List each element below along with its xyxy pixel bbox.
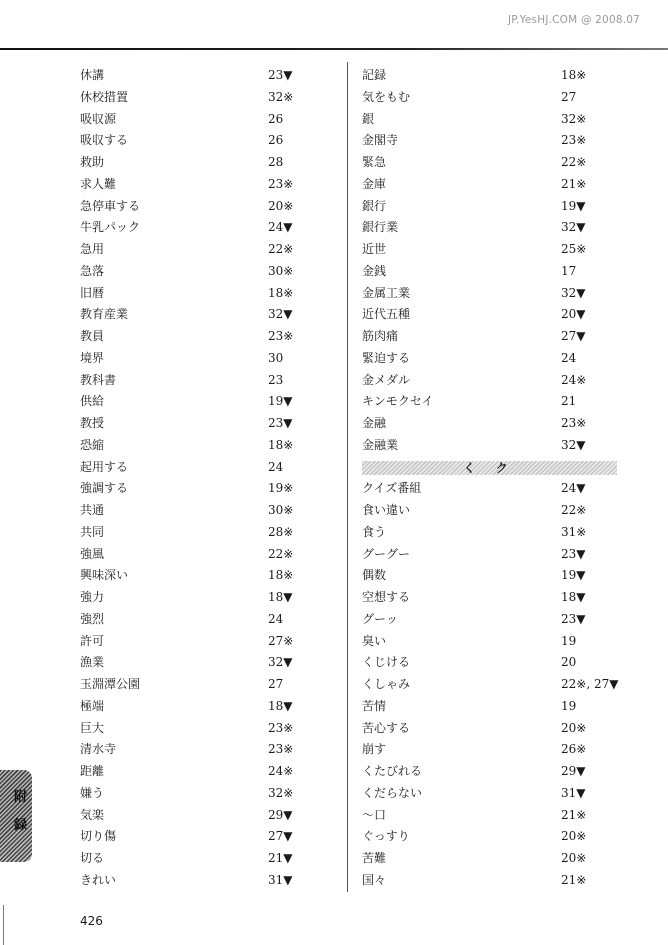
index-entry xyxy=(362,109,662,131)
entry-word: 銀行 xyxy=(362,198,387,213)
index-entry xyxy=(80,217,340,239)
entry-word: 切る xyxy=(80,851,105,865)
index-entry xyxy=(362,500,662,522)
entry-word: 急停車する xyxy=(80,198,141,213)
index-entry xyxy=(80,109,340,131)
entry-reference: 24 xyxy=(268,459,284,474)
entry-word: 近代五種 xyxy=(362,307,411,322)
entry-word: 吸収源 xyxy=(80,111,117,126)
entry-word: 起用する xyxy=(80,459,129,474)
entry-reference: 21▼ xyxy=(268,851,293,865)
entry-reference: 26 xyxy=(268,111,284,126)
index-entry xyxy=(80,739,340,761)
entry-reference: 31※ xyxy=(561,524,587,539)
entry-reference: 23 xyxy=(268,372,284,387)
entry-reference: 23▼ xyxy=(561,611,586,626)
entry-word: 吸収する xyxy=(80,133,129,148)
entry-reference: 19▼ xyxy=(561,198,586,213)
index-entry xyxy=(80,326,340,348)
entry-reference: 23※ xyxy=(561,416,587,430)
index-entry xyxy=(80,152,340,174)
entry-reference: 27※ xyxy=(268,633,294,648)
entry-reference: 21※ xyxy=(561,176,587,191)
entry-word: 強調する xyxy=(80,481,129,496)
entry-reference: 32▼ xyxy=(561,437,586,452)
index-entry xyxy=(362,848,662,870)
entry-word: 金融業 xyxy=(362,437,399,452)
entry-word: 急用 xyxy=(80,242,105,256)
entry-word: 食い違い xyxy=(362,503,411,517)
entry-reference: 23※ xyxy=(268,176,294,191)
index-entry xyxy=(80,174,340,196)
entry-reference: 21※ xyxy=(561,807,587,822)
entry-word: 気楽 xyxy=(80,807,105,822)
index-entry xyxy=(362,348,662,370)
entry-word: きれい xyxy=(80,872,117,887)
entry-reference: 18※ xyxy=(268,568,294,583)
entry-word: 強風 xyxy=(80,546,105,561)
index-entry xyxy=(362,130,662,152)
index-entry xyxy=(362,87,662,109)
entry-reference: 31▼ xyxy=(561,785,586,800)
index-entry xyxy=(362,391,662,413)
index-entry xyxy=(80,761,340,783)
index-entry xyxy=(80,261,340,283)
entry-reference: 23※ xyxy=(561,133,587,148)
entry-reference: 32▼ xyxy=(268,307,293,322)
index-entry xyxy=(362,783,662,805)
index-entry xyxy=(362,674,662,696)
entry-word: 苦心する xyxy=(362,720,411,735)
entry-reference: 27▼ xyxy=(561,329,586,343)
entry-word: 金融 xyxy=(362,416,387,430)
entry-word: 教授 xyxy=(80,416,105,430)
entry-word: 苦情 xyxy=(362,698,387,713)
entry-word: 教育産業 xyxy=(80,307,129,322)
page-number: 426 xyxy=(80,914,103,928)
entry-reference: 32※ xyxy=(561,111,587,126)
entry-word: 銀行業 xyxy=(362,220,399,235)
section-header-ku: く ク xyxy=(362,461,617,475)
index-entry xyxy=(362,478,662,500)
index-entry xyxy=(80,391,340,413)
index-column-left xyxy=(80,65,340,892)
entry-word: 金閣寺 xyxy=(362,133,399,148)
index-entry xyxy=(80,848,340,870)
index-entry xyxy=(80,457,340,479)
index-entry xyxy=(80,196,340,218)
entry-word: 旧暦 xyxy=(80,285,105,300)
entry-reference: 26 xyxy=(268,133,284,148)
entry-word: くだらない xyxy=(362,785,423,800)
entry-word: 記録 xyxy=(362,68,387,82)
index-entry xyxy=(80,609,340,631)
index-entry xyxy=(362,326,662,348)
entry-reference: 32▼ xyxy=(561,285,586,300)
entry-word: 偶数 xyxy=(362,568,387,583)
index-entry xyxy=(362,196,662,218)
entry-word: 近世 xyxy=(362,242,387,256)
entry-word: 求人難 xyxy=(80,176,117,191)
index-entry xyxy=(80,544,340,566)
entry-word: 金銭 xyxy=(362,263,387,278)
entry-reference: 30※ xyxy=(268,503,294,517)
index-entry xyxy=(80,283,340,305)
index-entry xyxy=(80,370,340,392)
index-entry xyxy=(80,870,340,892)
entry-word: 玉淵潭公園 xyxy=(80,677,141,691)
entry-word: グーグー xyxy=(362,546,411,561)
entry-reference: 23▼ xyxy=(268,416,293,430)
entry-word: 教員 xyxy=(80,329,105,343)
entry-word: クイズ番組 xyxy=(362,481,422,496)
index-entry xyxy=(80,696,340,718)
entry-word: 漁業 xyxy=(80,655,105,670)
index-entry xyxy=(80,718,340,740)
entry-word: ぐっすり xyxy=(362,829,410,844)
entry-reference: 24▼ xyxy=(268,220,293,235)
index-entry xyxy=(362,565,662,587)
index-entry xyxy=(362,370,662,392)
entry-reference: 32※ xyxy=(268,785,294,800)
column-divider xyxy=(347,62,348,892)
entry-reference: 18▼ xyxy=(268,590,293,604)
index-entry xyxy=(362,652,662,674)
entry-word: 極端 xyxy=(80,698,105,713)
entry-reference: 22※ xyxy=(268,242,294,256)
entry-reference: 24 xyxy=(268,611,284,626)
index-entry xyxy=(362,826,662,848)
index-entry xyxy=(80,522,340,544)
entry-word: 共同 xyxy=(80,524,105,539)
entry-reference: 19※ xyxy=(268,481,294,496)
entry-reference: 20※ xyxy=(561,829,587,844)
entry-reference: 19 xyxy=(561,633,577,648)
index-entry xyxy=(362,544,662,566)
entry-reference: 32▼ xyxy=(561,220,586,235)
entry-reference: 19 xyxy=(561,698,577,713)
entry-reference: 18※ xyxy=(561,68,587,82)
index-entry xyxy=(362,435,662,457)
entry-reference: 23▼ xyxy=(561,546,586,561)
index-entry xyxy=(362,217,662,239)
index-entry xyxy=(362,805,662,827)
index-entry xyxy=(362,261,662,283)
index-entry xyxy=(362,631,662,653)
index-entry xyxy=(80,130,340,152)
entry-reference: 28 xyxy=(268,155,284,169)
entry-reference: 24 xyxy=(561,350,577,365)
entry-reference: 17 xyxy=(561,263,577,278)
entry-word: 供給 xyxy=(80,394,105,409)
index-entry xyxy=(80,631,340,653)
entry-word: 強力 xyxy=(80,590,105,604)
index-entry xyxy=(362,413,662,435)
index-entry xyxy=(80,413,340,435)
entry-reference: 20※ xyxy=(561,851,587,865)
index-entry xyxy=(362,761,662,783)
entry-reference: 21 xyxy=(561,394,577,409)
entry-word: 共通 xyxy=(80,503,105,517)
entry-word: 嫌う xyxy=(80,785,105,800)
index-entry xyxy=(362,587,662,609)
entry-reference: 26※ xyxy=(561,742,587,757)
entry-reference: 19▼ xyxy=(561,568,586,583)
entry-reference: 22※, 27▼ xyxy=(561,677,619,691)
index-entry xyxy=(362,739,662,761)
entry-word: ～口 xyxy=(362,807,387,822)
index-entry xyxy=(80,674,340,696)
watermark: JP.YesHJ.COM @ 2008.07 xyxy=(507,14,640,26)
index-entry xyxy=(362,718,662,740)
entry-word: 筋肉痛 xyxy=(362,329,399,343)
entry-word: 興味深い xyxy=(80,568,129,583)
index-entry xyxy=(80,783,340,805)
entry-word: 金メダル xyxy=(362,372,411,387)
entry-reference: 23※ xyxy=(268,742,294,757)
entry-reference: 24※ xyxy=(561,372,587,387)
side-tab-label: 附録 xyxy=(14,790,28,833)
index-entry xyxy=(362,522,662,544)
entry-reference: 20▼ xyxy=(561,307,586,322)
entry-reference: 31▼ xyxy=(268,872,293,887)
entry-word: 崩す xyxy=(362,742,387,757)
entry-reference: 32※ xyxy=(268,89,294,104)
entry-word: 教科書 xyxy=(80,372,117,387)
index-entry xyxy=(362,152,662,174)
entry-word: 距離 xyxy=(80,764,105,778)
entry-word: 国々 xyxy=(362,872,387,887)
entry-word: 苦難 xyxy=(362,851,387,865)
index-entry xyxy=(362,304,662,326)
index-entry xyxy=(80,348,340,370)
entry-reference: 18※ xyxy=(268,285,294,300)
index-column-right xyxy=(362,65,662,892)
index-entry xyxy=(80,65,340,87)
entry-reference: 30※ xyxy=(268,263,294,278)
index-entry xyxy=(80,500,340,522)
entry-reference: 20※ xyxy=(561,720,587,735)
entry-reference: 23※ xyxy=(268,720,294,735)
entry-reference: 18▼ xyxy=(561,590,586,604)
entry-word: 休校措置 xyxy=(80,89,129,104)
index-entry xyxy=(80,805,340,827)
entry-word: 清水寺 xyxy=(80,742,117,757)
entry-word: 緊急 xyxy=(362,155,387,169)
index-entry xyxy=(362,870,662,892)
header-rule xyxy=(0,48,668,50)
entry-reference: 25※ xyxy=(561,242,587,256)
entry-reference: 30 xyxy=(268,350,284,365)
margin-rule xyxy=(3,905,4,945)
entry-reference: 27 xyxy=(561,89,577,104)
entry-word: くしゃみ xyxy=(362,677,411,691)
entry-word: 食う xyxy=(362,524,387,539)
entry-word: 巨大 xyxy=(80,720,105,735)
entry-word: 気をもむ xyxy=(362,89,411,104)
entry-word: 許可 xyxy=(80,633,105,648)
entry-word: 銀 xyxy=(362,111,375,126)
entry-word: 休講 xyxy=(80,68,105,82)
entry-word: 臭い xyxy=(362,633,387,648)
entry-reference: 29▼ xyxy=(268,807,293,822)
index-entry xyxy=(80,565,340,587)
index-entry xyxy=(80,304,340,326)
entry-reference: 29▼ xyxy=(561,764,586,778)
entry-reference: 32▼ xyxy=(268,655,293,670)
entry-reference: 19▼ xyxy=(268,394,293,409)
index-entry xyxy=(80,87,340,109)
index-entry xyxy=(80,478,340,500)
entry-reference: 18※ xyxy=(268,437,294,452)
entry-reference: 28※ xyxy=(268,524,294,539)
index-entry xyxy=(80,587,340,609)
index-entry xyxy=(362,696,662,718)
entry-reference: 18▼ xyxy=(268,698,293,713)
entry-word: 金庫 xyxy=(362,176,387,191)
entry-reference: 21※ xyxy=(561,872,587,887)
entry-reference: 22※ xyxy=(268,546,294,561)
entry-word: くじける xyxy=(362,655,411,670)
entry-word: 急落 xyxy=(80,263,105,278)
entry-word: 境界 xyxy=(80,350,105,365)
index-entry xyxy=(362,239,662,261)
index-entry xyxy=(80,435,340,457)
entry-word: 救助 xyxy=(80,155,105,169)
entry-reference: 20※ xyxy=(268,198,294,213)
index-entry xyxy=(362,174,662,196)
index-entry xyxy=(80,826,340,848)
entry-reference: 23※ xyxy=(268,329,294,343)
index-entry xyxy=(80,239,340,261)
appendix-side-tab xyxy=(0,770,32,862)
entry-word: 恐縮 xyxy=(80,437,105,452)
entry-word: 緊迫する xyxy=(362,350,411,365)
index-entry xyxy=(362,609,662,631)
index-entry xyxy=(362,65,662,87)
entry-reference: 23▼ xyxy=(268,68,293,82)
entry-reference: 27 xyxy=(268,677,284,691)
entry-word: キンモクセイ xyxy=(362,394,434,409)
entry-reference: 24※ xyxy=(268,764,294,778)
entry-reference: 24▼ xyxy=(561,481,586,496)
entry-word: 強烈 xyxy=(80,611,105,626)
entry-word: 金属工業 xyxy=(362,285,411,300)
entry-reference: 27▼ xyxy=(268,829,293,844)
entry-word: 空想する xyxy=(362,590,411,604)
entry-word: くたびれる xyxy=(362,764,423,778)
entry-word: グーッ xyxy=(362,611,399,626)
index-entry xyxy=(80,652,340,674)
entry-reference: 20 xyxy=(561,655,577,670)
entry-reference: 22※ xyxy=(561,503,587,517)
entry-reference: 22※ xyxy=(561,155,587,169)
entry-word: 切り傷 xyxy=(80,829,117,844)
index-entry xyxy=(362,283,662,305)
entry-word: 牛乳パック xyxy=(80,220,141,235)
